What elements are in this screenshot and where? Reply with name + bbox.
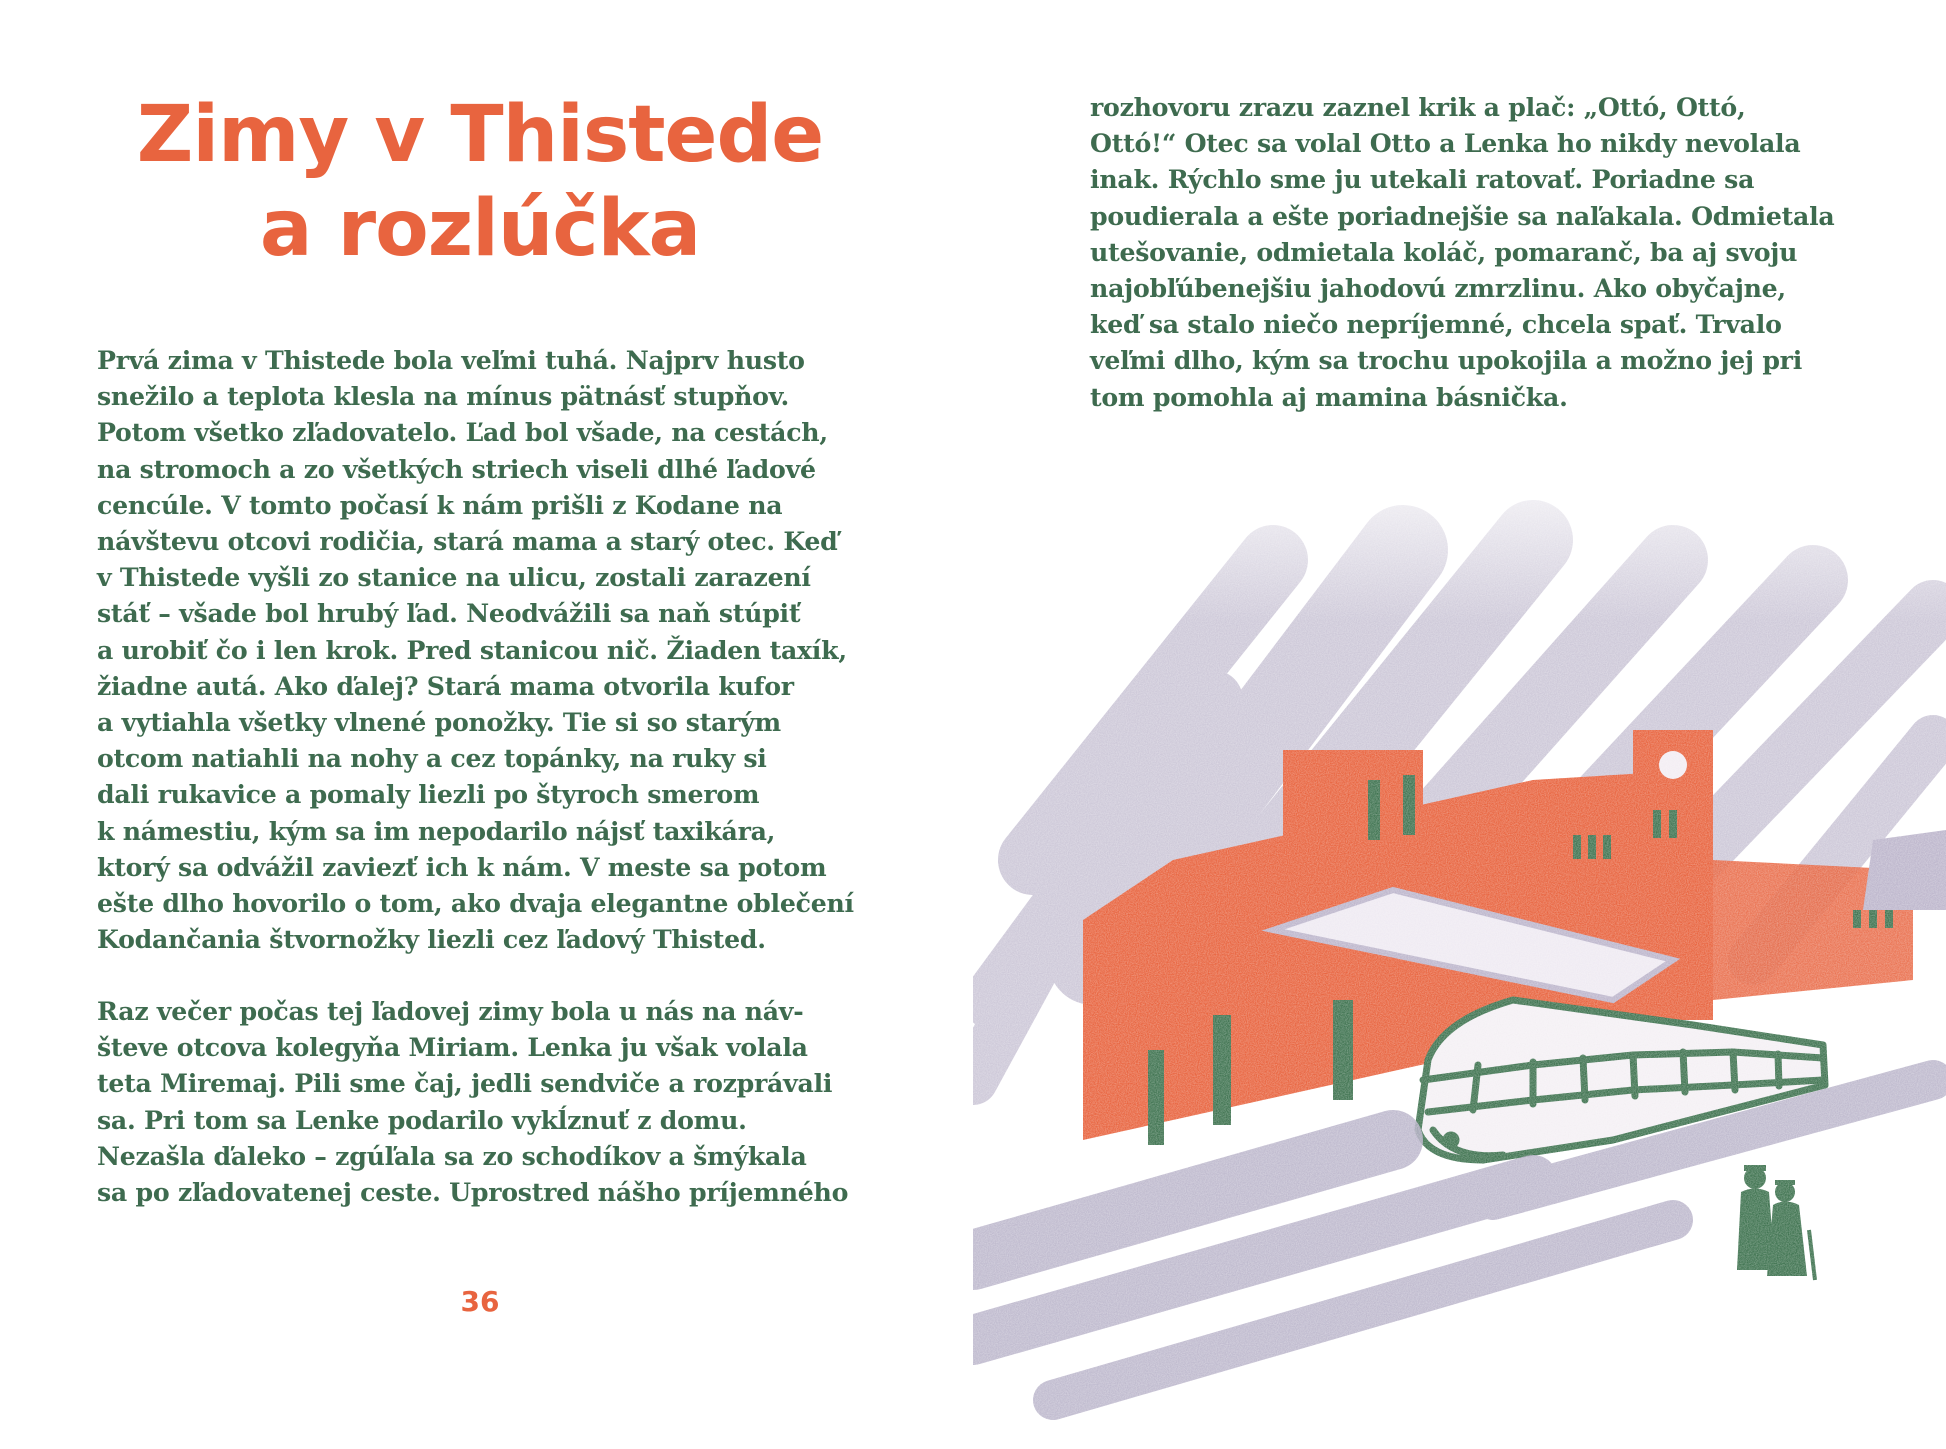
- chapter-title: Zimy v Thistede a rozlúčka: [136, 90, 824, 274]
- paragraph-3: rozhovoru zrazu zaznel krik a plač: „Ottó, Ottó, Ottó!“ Otec sa volal Otto a Lenka ho nikdy nevolala inak. Rýchlo sme ju utekali ratovať. Poriadne sa poudierala a ešte poriadnejšie sa naľakala. Odmietala utešovanie, odmietala koláč, pomaranč, ba aj svoju najobľúbenejšiu jahodovú zmrzlinu. Ako obyčajne, keď sa stalo niečo nepríjemné, chcela spať. Trvalo veľmi dlho, kým sa trochu upokojila a možno jej pri tom pomohla aj mamina básnička.: [1090, 92, 1835, 412]
- right-page: [973, 0, 1946, 1449]
- snowy-station-illustration-icon: [973, 440, 1946, 1449]
- page-number: 36: [460, 1285, 500, 1318]
- paragraph-2: Raz večer počas tej ľadovej zimy bola u nás na náv- števe otcova kolegyňa Miriam. Lenka ju však volala teta Miremaj. Pili sme čaj, jedli sendviče a rozprávali sa. Pri tom sa Lenke podarilo vykĺznuť z domu. Nezašla ďaleko – zgúľala sa zo schodíkov a šmýkala sa po zľadovatenej ceste. Uprostred nášho príjemného: [97, 996, 849, 1208]
- paragraph-1: Prvá zima v Thistede bola veľmi tuhá. Najprv husto snežilo a teplota klesla na mínus pätnásť stupňov. Potom všetko zľadovatelo. Ľad bol všade, na cestách, na stromoch a zo všetkých striech viseli dlhé ľadové cencúle. V tomto počasí k nám prišli z Kodane na návštevu otcovi rodičia, stará mama a starý otec. Keď v Thistede vyšli zo stanice na ulicu, zostali zarazení stáť – všade bol hrubý ľad. Neodvážili sa naň stúpiť a urobiť čo i len krok. Pred stanicou nič. Žiaden taxík, žiadne autá. Ako ďalej? Stará mama otvorila kufor a vytiahla všetky vlnené ponožky. Tie si so starým otcom natiahli na nohy a cez topánky, na ruky si dali rukavice a pomaly liezli po štyroch smerom k námestiu, kým sa im nepodarilo nájsť taxikára, ktorý sa odvážil zaviezť ich k nám. V meste sa potom ešte dlho hovorilo o tom, ako dvaja elegantne oblečení Kodančania štvornožky liezli cez ľadový Thisted.: [97, 345, 854, 955]
